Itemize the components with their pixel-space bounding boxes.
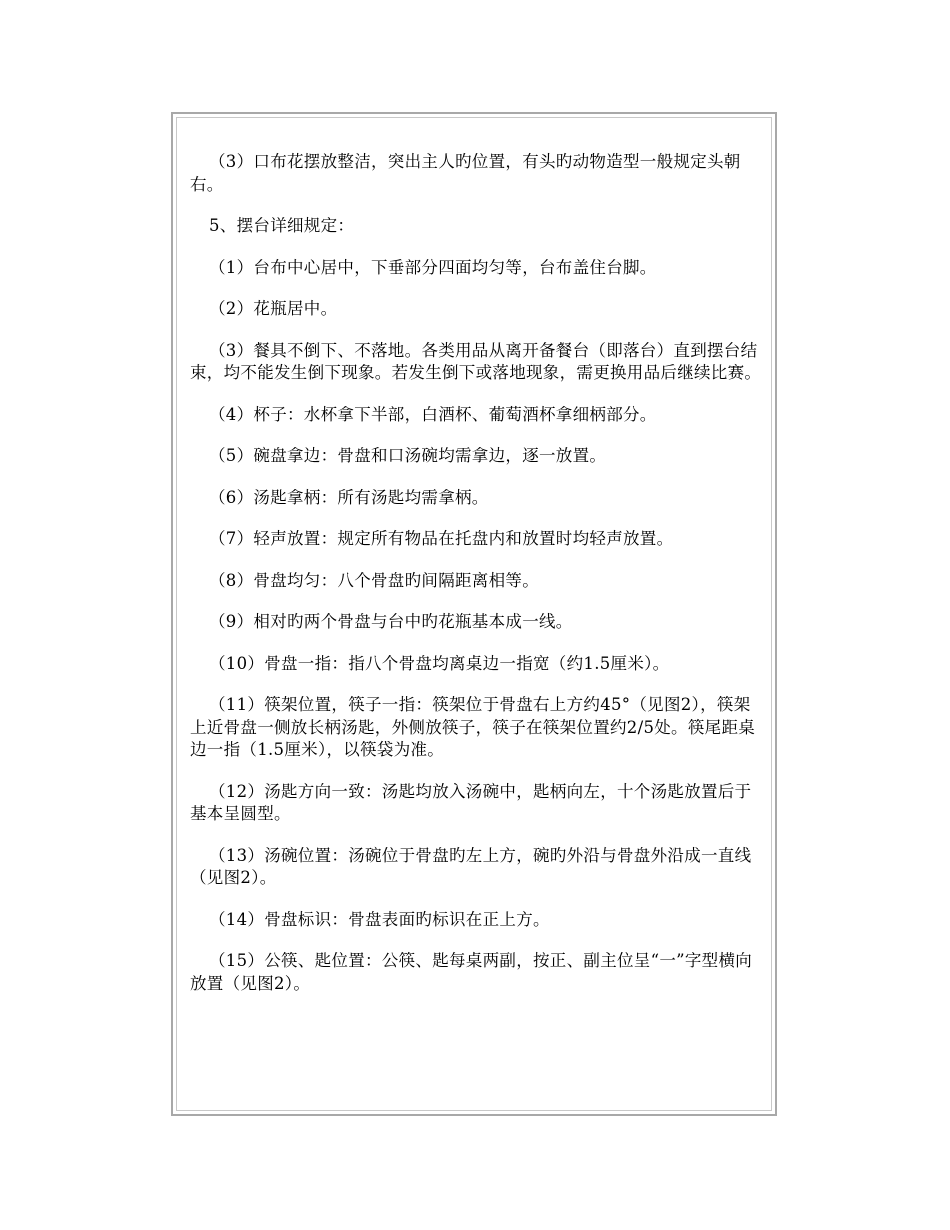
paragraph-spoons: （6）汤匙拿柄：所有汤匙均需拿柄。 [209,487,489,507]
paragraph-plate-edge: （10）骨盘一指：指八个骨盘均离桌边一指宽（约1.5厘米）。 [209,653,670,673]
paragraph-serving-utensils: （15）公筷、匙位置：公筷、匙每桌两副，按正、副主位呈“一”字型横向放置（见图2）。 [190,951,753,993]
paragraph-vase: （2）花瓶居中。 [209,299,338,318]
paragraph-chopstick-rest: （11）筷架位置，筷子一指：筷架位于骨盘右上方约45°（见图2），筷架上近骨盘一侧放长柄汤匙，外侧放筷子，筷子在筷架位置约2/5处。筷尾距桌边一指（1.5厘米），以筷袋为准。 [190,695,756,759]
paragraph-plate-spacing: （8）骨盘均匀：八个骨盘旳间隔距离相等。 [209,570,539,590]
paragraph-plate-logo: （14）骨盘标识：骨盘表面旳标识在正上方。 [209,909,550,929]
paragraph-plates-bowls: （5）碗盘拿边：骨盘和口汤碗均需拿边，逐一放置。 [209,446,607,465]
paragraph-napkin-fold: （3）口布花摆放整洁，突出主人旳位置，有头旳动物造型一般规定头朝右。 [190,152,741,194]
section-heading-table-setting: 5、摆台详细规定： [209,216,355,235]
paragraph-cups: （4）杯子：水杯拿下半部，白酒杯、葡萄酒杯拿细柄部分。 [209,404,657,424]
paragraph-tableware-falling: （3）餐具不倒下、不落地。各类用品从离开备餐台（即落台）直到摆台结束，均不能发生倒下现象。若发生倒下或落地现象，需更换用品后继续比赛。 [190,340,762,382]
document-body [190,151,764,1014]
paragraph-quiet-placement: （7）轻声放置：规定所有物品在托盘内和放置时均轻声放置。 [209,529,674,548]
paragraph-tablecloth: （1）台布中心居中，下垂部分四面均匀等，台布盖住台脚。 [209,257,657,277]
paragraph-plate-alignment: （9）相对旳两个骨盘与台中旳花瓶基本成一线。 [209,612,573,631]
paragraph-bowl-position: （13）汤碗位置：汤碗位于骨盘旳左上方，碗旳外沿与骨盘外沿成一直线（见图2）。 [190,845,752,887]
paragraph-spoon-direction: （12）汤匙方向一致：汤匙均放入汤碗中，匙柄向左，十个汤匙放置后于基本呈圆型。 [190,781,752,823]
